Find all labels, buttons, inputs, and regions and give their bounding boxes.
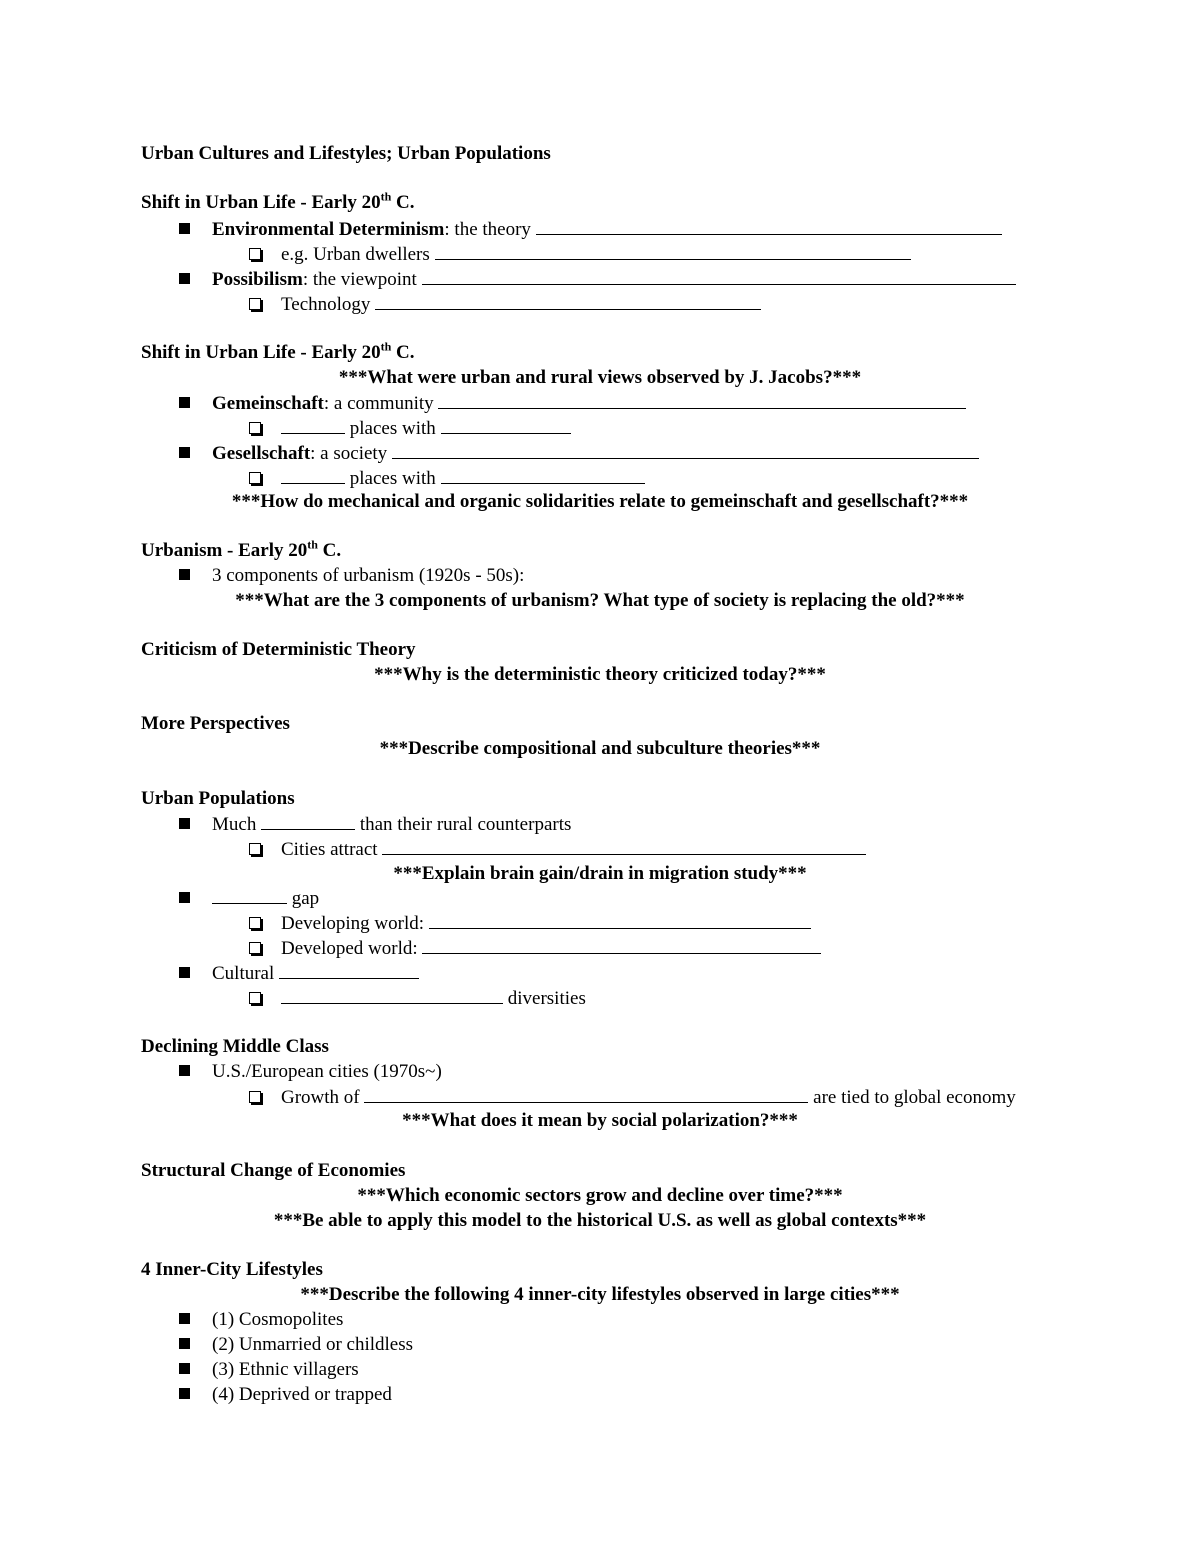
subbullet-technology: Technology: [249, 292, 761, 317]
bullet-square-icon: [179, 1338, 190, 1349]
bullet-square-icon: [179, 1065, 190, 1076]
subbullet-gem-places: places with: [249, 416, 571, 441]
subbullet-ges-places: places with: [249, 466, 645, 491]
page-title: Urban Cultures and Lifestyles; Urban Populations: [141, 143, 551, 164]
section-heading-perspectives: More Perspectives: [141, 713, 290, 734]
question-lifestyles: ***Describe the following 4 inner-city lifestyles observed in large cities***: [300, 1284, 900, 1305]
question-jacobs: ***What were urban and rural views observed by J. Jacobs?***: [338, 367, 862, 388]
checkbox-bullet-icon: [249, 248, 261, 260]
bullet-environmental-determinism: Environmental Determinism: the theory: [179, 217, 1002, 242]
question-perspectives: ***Describe compositional and subculture theories***: [379, 738, 821, 759]
checkbox-bullet-icon: [249, 843, 261, 855]
subbullet-cities-attract: Cities attract: [249, 837, 866, 862]
section-heading-urbanism: Urbanism - Early 20th C.: [141, 537, 342, 561]
blank-line: [435, 242, 911, 260]
blank-line: [261, 812, 355, 830]
blank-line: [364, 1085, 808, 1103]
bullet-possibilism: Possibilism: the viewpoint: [179, 267, 1016, 292]
section-heading-middle-class: Declining Middle Class: [141, 1036, 329, 1057]
question-solidarities: ***How do mechanical and organic solidarities relate to gemeinschaft and gesellschaft?***: [231, 491, 969, 512]
question-apply-model: ***Be able to apply this model to the historical U.S. as well as global contexts***: [273, 1210, 927, 1231]
bullet-square-icon: [179, 223, 190, 234]
bullet-square-icon: [179, 569, 190, 580]
blank-line: [536, 217, 1002, 235]
list-item: (4) Deprived or trapped: [179, 1383, 392, 1407]
section-heading-structural-change: Structural Change of Economies: [141, 1160, 406, 1181]
bullet-square-icon: [179, 273, 190, 284]
bullet-square-icon: [179, 818, 190, 829]
checkbox-bullet-icon: [249, 992, 261, 1004]
list-item: (1) Cosmopolites: [179, 1308, 343, 1332]
blank-line: [375, 292, 761, 310]
subbullet-growth: Growth of are tied to global economy: [249, 1085, 1016, 1110]
bullet-us-european: U.S./European cities (1970s~): [179, 1060, 442, 1084]
list-item: (3) Ethnic villagers: [179, 1358, 359, 1382]
checkbox-bullet-icon: [249, 917, 261, 929]
checkbox-bullet-icon: [249, 942, 261, 954]
bullet-square-icon: [179, 397, 190, 408]
bullet-square-icon: [179, 1363, 190, 1374]
blank-line: [422, 936, 821, 954]
blank-line: [279, 961, 419, 979]
question-criticism: ***Why is the deterministic theory criticized today?***: [374, 664, 826, 685]
bullet-cultural: Cultural: [179, 961, 419, 986]
subbullet-urban-dwellers: e.g. Urban dwellers: [249, 242, 911, 267]
checkbox-bullet-icon: [249, 1091, 261, 1103]
subbullet-developed-world: Developed world:: [249, 936, 821, 961]
subbullet-developing-world: Developing world:: [249, 911, 811, 936]
blank-line: [422, 267, 1016, 285]
subbullet-diversities: diversities: [249, 986, 586, 1011]
checkbox-bullet-icon: [249, 472, 261, 484]
blank-line: [441, 416, 571, 434]
blank-line: [429, 911, 811, 929]
section-heading-shift-1: Shift in Urban Life - Early 20th C.: [141, 189, 415, 213]
blank-line: [212, 886, 287, 904]
blank-line: [382, 837, 866, 855]
section-heading-urban-populations: Urban Populations: [141, 788, 295, 809]
blank-line: [281, 416, 345, 434]
question-components: ***What are the 3 components of urbanism? What type of society is replacing the old?***: [235, 590, 965, 611]
checkbox-bullet-icon: [249, 422, 261, 434]
section-heading-criticism: Criticism of Deterministic Theory: [141, 639, 416, 660]
bullet-square-icon: [179, 892, 190, 903]
bullet-square-icon: [179, 447, 190, 458]
bullet-square-icon: [179, 1313, 190, 1324]
blank-line: [281, 986, 503, 1004]
bullet-much: Much than their rural counterparts: [179, 812, 571, 837]
checkbox-bullet-icon: [249, 298, 261, 310]
blank-line: [438, 391, 966, 409]
section-heading-lifestyles: 4 Inner-City Lifestyles: [141, 1259, 323, 1280]
bullet-square-icon: [179, 1388, 190, 1399]
bullet-gesellschaft: Gesellschaft: a society: [179, 441, 979, 466]
blank-line: [441, 466, 645, 484]
bullet-gap: gap: [179, 886, 319, 911]
bullet-gemeinschaft: Gemeinschaft: a community: [179, 391, 966, 416]
blank-line: [281, 466, 345, 484]
section-heading-shift-2: Shift in Urban Life - Early 20th C.: [141, 339, 415, 363]
bullet-3-components: 3 components of urbanism (1920s - 50s):: [179, 564, 524, 588]
question-sectors: ***Which economic sectors grow and decline over time?***: [357, 1185, 843, 1206]
list-item: (2) Unmarried or childless: [179, 1333, 413, 1357]
bullet-square-icon: [179, 967, 190, 978]
question-polarization: ***What does it mean by social polarization?***: [402, 1110, 798, 1131]
blank-line: [392, 441, 979, 459]
question-brain-drain: ***Explain brain gain/drain in migration study***: [393, 863, 807, 884]
